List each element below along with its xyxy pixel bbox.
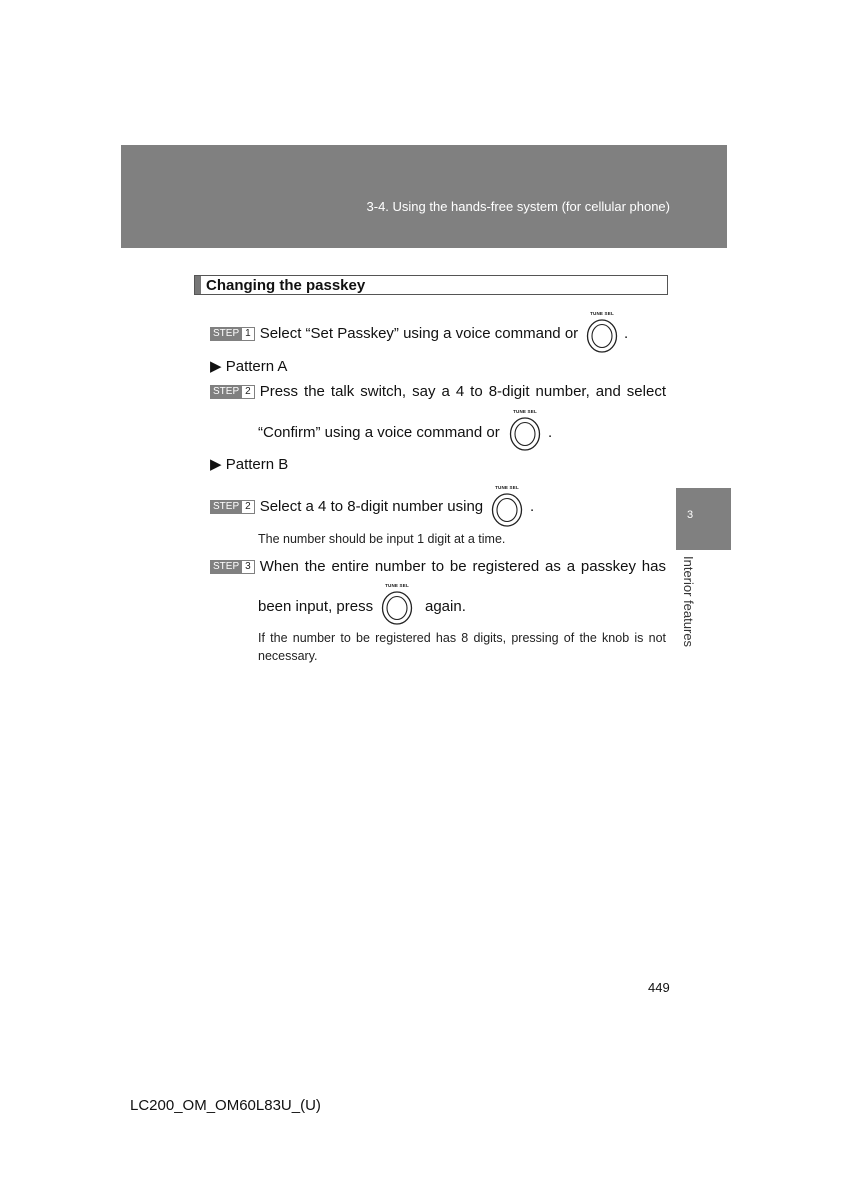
- step-3-again: again.: [425, 598, 466, 615]
- chapter-side-tab: [676, 488, 731, 550]
- step-badge-number: 2: [242, 385, 255, 399]
- step-badge-number: 2: [242, 500, 255, 514]
- page-number: 449: [648, 980, 670, 995]
- step-1-text: Select “Set Passkey” using a voice command or: [259, 325, 579, 342]
- knob-label: TUNE SEL: [590, 311, 614, 316]
- step-2b-period: .: [530, 498, 535, 515]
- step-3-line2: been input, press: [258, 598, 374, 615]
- knob-label: TUNE SEL: [385, 583, 409, 588]
- step-badge-label: STEP: [210, 500, 242, 514]
- knob-label: TUNE SEL: [495, 485, 519, 490]
- step-badge-label: STEP: [210, 385, 242, 399]
- step-2a-line2: “Confirm” using a voice command or: [258, 424, 500, 441]
- step-1: [210, 325, 578, 343]
- pattern-arrow-icon: ▶: [210, 456, 222, 473]
- section-heading: [194, 275, 668, 295]
- step-badge: [210, 500, 255, 514]
- step-2a: [210, 383, 666, 401]
- step-badge: [210, 560, 255, 574]
- chapter-header: [121, 145, 727, 248]
- step-badge: [210, 385, 255, 399]
- step-badge-number: 3: [242, 560, 255, 574]
- heading-accent-bar: [195, 276, 201, 294]
- pattern-b: [210, 456, 288, 474]
- document-code: LC200_OM_OM60L83U_(U): [130, 1097, 321, 1114]
- step-2a-line1: Press the talk switch, say a 4 to 8-digit number, and select: [259, 383, 666, 400]
- pattern-arrow-icon: ▶: [210, 358, 222, 375]
- chapter-number: 3: [687, 509, 694, 521]
- step-2b-note: The number should be input 1 digit at a time.: [258, 532, 506, 546]
- step-badge-label: STEP: [210, 327, 242, 341]
- chapter-side-label: Interior features: [681, 556, 696, 648]
- step-2a-period: .: [548, 424, 553, 441]
- step-2b-text: Select a 4 to 8-digit number using: [259, 498, 484, 515]
- step-badge-label: STEP: [210, 560, 242, 574]
- step-1-period: .: [624, 325, 629, 342]
- step-3: [210, 558, 666, 576]
- header-section-title: 3-4. Using the hands-free system (for cellular phone): [366, 199, 670, 214]
- knob-label: TUNE SEL: [513, 409, 537, 414]
- pattern-b-label: Pattern B: [225, 456, 289, 473]
- step-badge-number: 1: [242, 327, 255, 341]
- step-badge: [210, 327, 255, 341]
- pattern-a-label: Pattern A: [225, 358, 288, 375]
- pattern-a: [210, 358, 287, 376]
- step-2b: [210, 498, 483, 516]
- step-3-line1: When the entire number to be registered as a passkey has: [259, 558, 666, 575]
- step-3-note: If the number to be registered has 8 digits, pressing of the knob is not necessary.: [258, 631, 666, 663]
- section-title: Changing the passkey: [206, 277, 366, 294]
